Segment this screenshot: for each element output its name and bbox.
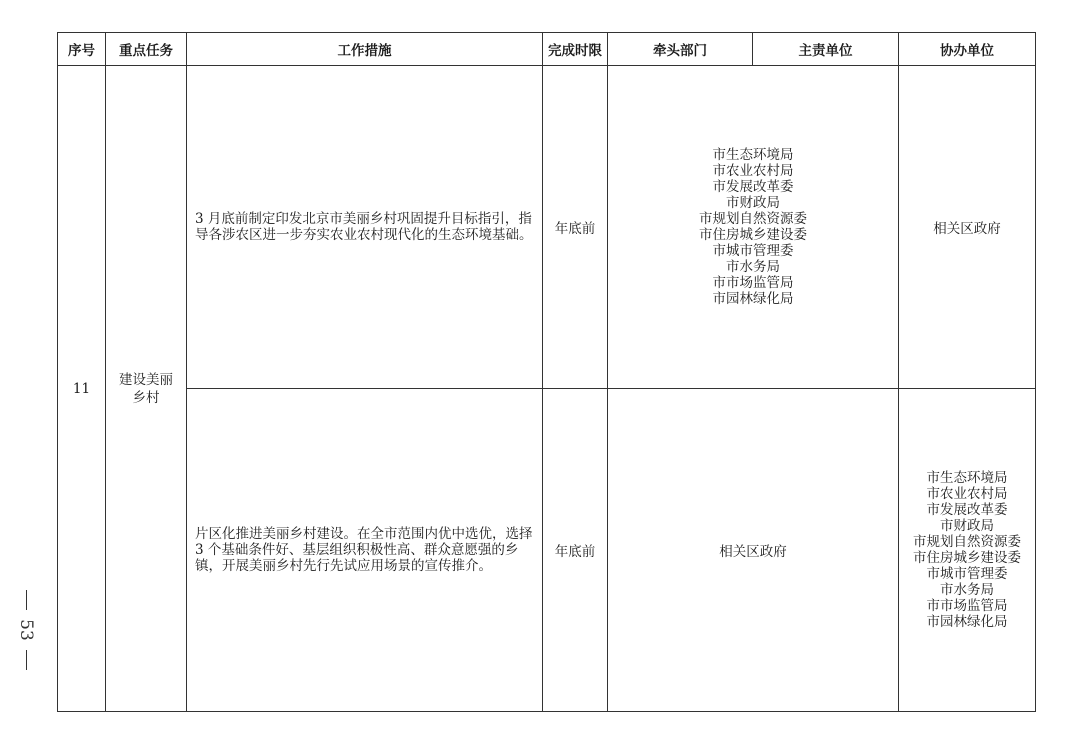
assist-item: 市住房城乡建设委	[913, 550, 1021, 566]
assist-item: 市发展改革委	[926, 502, 1008, 518]
assist-item: 市园林绿化局	[926, 614, 1008, 630]
units-text: 相关区政府	[719, 544, 787, 560]
deadline-text: 年底前	[554, 544, 596, 560]
measure-text: 片区化推进美丽乡村建设。在全市范围内优中选优，选择 3 个基础条件好、基层组织积极性高、群众意愿强的乡镇，开展美丽乡村先行先试应用场景的宣传推介。	[195, 526, 533, 574]
deadline-cell	[543, 389, 608, 712]
measure-text: 3 月底前制定印发北京市美丽乡村巩固提升目标指引，指导各涉农区进一步夯实农业农村现代化的生态环境基础。	[195, 211, 533, 243]
header-row	[58, 33, 1036, 66]
assist-item: 市城市管理委	[926, 566, 1008, 582]
units-list	[608, 147, 898, 307]
task-line-1: 建设美丽	[119, 371, 173, 388]
unit-item: 市城市管理委	[712, 243, 794, 259]
deadline-text: 年底前	[554, 221, 596, 237]
unit-item: 市财政局	[726, 195, 780, 211]
page-dash-bottom	[26, 650, 27, 670]
page-number	[12, 590, 40, 690]
assist-item: 市规划自然资源委	[913, 534, 1021, 550]
unit-item: 市规划自然资源委	[699, 211, 807, 227]
unit-item: 市水务局	[726, 259, 780, 275]
unit-item: 市发展改革委	[712, 179, 794, 195]
header-responsible: 主责单位	[753, 33, 899, 66]
deadline-cell	[543, 66, 608, 389]
header-seq: 序号	[58, 33, 106, 66]
assist-list	[899, 470, 1035, 630]
assist-item: 市水务局	[940, 582, 994, 598]
measure-cell	[187, 389, 543, 712]
header-deadline: 完成时限	[543, 33, 608, 66]
units-cell	[608, 389, 899, 712]
assist-item: 市农业农村局	[926, 486, 1008, 502]
assist-cell	[899, 389, 1036, 712]
header-task: 重点任务	[106, 33, 187, 66]
table-row	[58, 389, 1036, 712]
assist-item: 市生态环境局	[926, 470, 1008, 486]
unit-item: 市住房城乡建设委	[699, 227, 807, 243]
measure-cell	[187, 66, 543, 389]
task-table	[57, 32, 1036, 712]
task-cell	[106, 66, 187, 712]
assist-text: 相关区政府	[933, 221, 1001, 237]
page-dash-top	[26, 590, 27, 610]
task-line-2: 乡村	[132, 389, 160, 406]
header-lead: 牵头部门	[608, 33, 753, 66]
unit-item: 市园林绿化局	[712, 291, 794, 307]
header-measure: 工作措施	[187, 33, 543, 66]
table-row	[58, 66, 1036, 389]
assist-item: 市市场监管局	[926, 598, 1008, 614]
assist-item: 市财政局	[940, 518, 994, 534]
page-number-text: 53	[15, 619, 36, 641]
seq-cell	[58, 66, 106, 712]
header-assist: 协办单位	[899, 33, 1036, 66]
assist-cell	[899, 66, 1036, 389]
unit-item: 市市场监管局	[712, 275, 794, 291]
seq-number: 11	[72, 380, 91, 397]
units-cell	[608, 66, 899, 389]
unit-item: 市生态环境局	[712, 147, 794, 163]
unit-item: 市农业农村局	[712, 163, 794, 179]
